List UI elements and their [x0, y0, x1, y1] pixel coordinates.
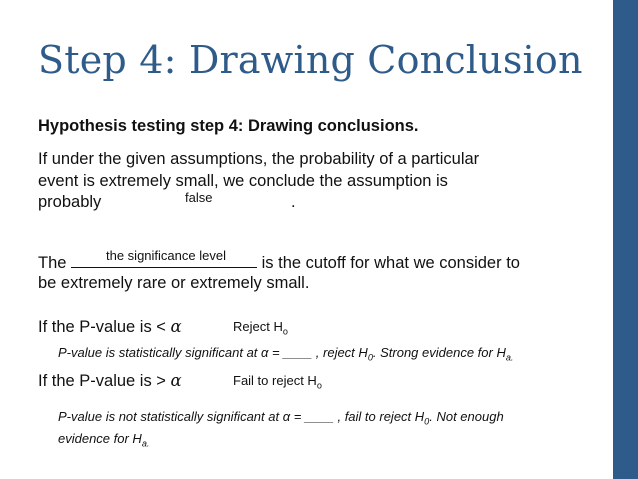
slide-title: Step 4: Drawing Conclusion — [38, 38, 583, 82]
fail-text: Fail to reject H — [233, 373, 317, 388]
answer-false: false — [185, 190, 213, 205]
paragraph2-rest: is the cutoff for what we consider to — [261, 254, 520, 272]
paragraph1-line1: If under the given assumptions, the probability of a particular — [38, 150, 480, 168]
note2-sub-0: 0 — [424, 416, 430, 427]
note1-sub-0: 0 — [367, 352, 373, 363]
paragraph1-line3: probably — [38, 193, 102, 211]
note2-part-a: P-value is not statistically significant at α = ____ , fail to reject H — [58, 409, 425, 424]
note2-line2-sub: a. — [141, 438, 150, 449]
paragraph1-line2: event is extremely small, we conclude the assumption is — [38, 172, 448, 190]
paragraph2-line2: be extremely rare or extremely small. — [38, 274, 310, 292]
condition1-text: If the P-value is < — [38, 318, 166, 336]
paragraph2-the: The — [38, 254, 67, 272]
note-not-significant-line2 — [58, 431, 149, 449]
answer-fail-to-reject — [233, 373, 322, 391]
subheading: Hypothesis testing step 4: Drawing conclusions. — [38, 117, 419, 135]
note1-part-b: . Strong evidence for H — [372, 345, 506, 360]
answer-reject — [233, 319, 288, 337]
alpha-symbol: α — [170, 317, 182, 336]
fail-sub: o — [316, 380, 322, 391]
note1-part-a: P-value is statistically significant at α = ____ , reject H — [58, 345, 368, 360]
answer-significance-level: the significance level — [106, 248, 226, 263]
condition-less-than — [38, 317, 182, 337]
right-accent-bar — [613, 0, 638, 479]
condition-greater-than — [38, 371, 182, 391]
alpha-symbol-2: α — [170, 371, 182, 390]
reject-text: Reject H — [233, 319, 283, 334]
note2-part-b: . Not enough — [429, 409, 504, 424]
paragraph1-period: . — [291, 193, 296, 211]
note1-sub-a: a. — [505, 352, 514, 363]
reject-sub: o — [282, 326, 288, 337]
condition2-text: If the P-value is > — [38, 372, 166, 390]
note-significant — [58, 345, 513, 363]
note2-line2-text: evidence for H — [58, 431, 142, 446]
note-not-significant-line1 — [58, 409, 504, 427]
